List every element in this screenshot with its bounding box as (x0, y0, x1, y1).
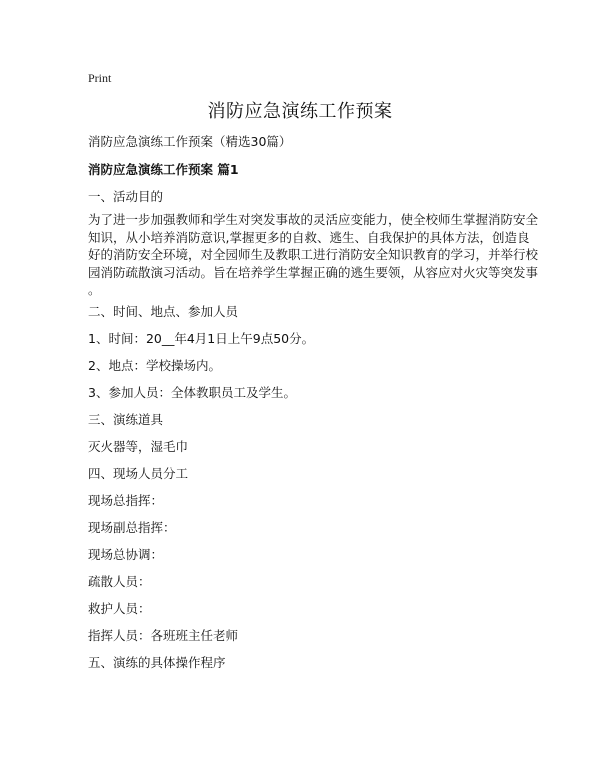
section-3-heading: 三、演练道具 (88, 412, 164, 427)
paragraph-line: 为了进一步加强教师和学生对突发事故的灵活应变能力，使全校师生掌握消防安全 (88, 212, 539, 227)
paragraph-line: 好的消防安全环境，对全园师生及教职工进行消防安全知识教育的学习，并举行校 (88, 247, 539, 262)
section-2-time: 1、时间：20__年4月1日上午9点50分。 (88, 331, 315, 346)
document-title: 消防应急演练工作预案 (207, 101, 393, 122)
section-1-heading: 一、活动目的 (88, 189, 164, 204)
role-coordinator: 现场总协调： (88, 547, 164, 562)
print-label: Print (88, 71, 112, 85)
section-5-heading: 五、演练的具体操作程序 (88, 655, 226, 670)
role-chief-commander: 现场总指挥： (88, 493, 164, 508)
role-deputy-commander: 现场副总指挥： (88, 520, 176, 535)
paragraph-line: 。 (88, 282, 101, 297)
role-evacuation-staff: 疏散人员： (88, 574, 151, 589)
section-2-people: 3、参加人员：全体教职员工及学生。 (88, 385, 296, 400)
role-directing-staff: 指挥人员：各班班主任老师 (88, 628, 239, 643)
section-2-heading: 二、时间、地点、参加人员 (88, 304, 239, 319)
section-3-items: 灭火器等，湿毛巾 (88, 439, 189, 454)
document-subtitle: 消防应急演练工作预案（精选30篇） (88, 134, 292, 149)
role-rescue-staff: 救护人员： (88, 601, 151, 616)
paragraph-line: 园消防疏散演习活动。旨在培养学生掌握正确的逃生要领，从容应对火灾等突发事 (88, 264, 539, 280)
section-1-paragraph (88, 211, 539, 299)
section-2-place: 2、地点：学校操场内。 (88, 358, 221, 373)
section-4-heading: 四、现场人员分工 (88, 466, 189, 481)
section-heading: 消防应急演练工作预案 篇1 (88, 162, 239, 177)
paragraph-line: 知识，从小培养消防意识,掌握更多的自救、逃生、自我保护的具体方法，创造良 (88, 229, 530, 245)
